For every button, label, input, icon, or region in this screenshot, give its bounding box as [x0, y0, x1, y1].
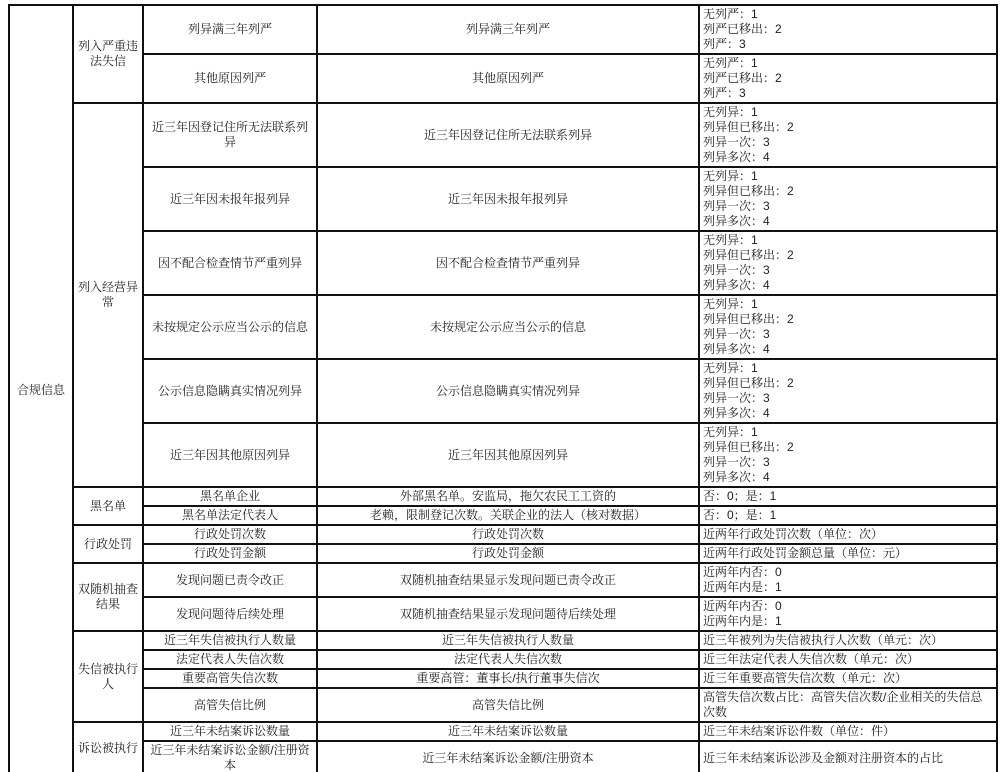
value-line: 列严已移出：2	[703, 22, 782, 36]
value-line: 近三年未结案诉讼件数（单位：件）	[703, 724, 896, 738]
item-cell: 因不配合检查情节严重列异	[143, 231, 317, 295]
category-cell: 列入经营异常	[73, 103, 143, 487]
table-row	[9, 669, 997, 688]
value-line: 列异一次：3	[703, 327, 770, 341]
values-cell	[699, 231, 997, 295]
value-line: 列异一次：3	[703, 455, 770, 469]
value-line: 近两年内否：0	[703, 599, 782, 613]
values-cell	[699, 5, 997, 54]
description-cell: 因不配合检查情节严重列异	[317, 231, 699, 295]
table-row	[9, 650, 997, 669]
description-cell: 近三年因其他原因列异	[317, 423, 699, 487]
value-line: 列异一次：3	[703, 135, 770, 149]
value-line: 无列严：1	[703, 56, 758, 70]
description-cell: 近三年未结案诉讼数量	[317, 722, 699, 741]
values-cell	[699, 506, 997, 525]
table-row	[9, 487, 997, 506]
value-line: 列异多次：4	[703, 470, 770, 484]
value-line: 列异但已移出：2	[703, 248, 794, 262]
item-cell: 未按规定公示应当公示的信息	[143, 295, 317, 359]
value-line: 列异一次：3	[703, 263, 770, 277]
value-line: 近三年被列为失信被执行人次数（单元：次）	[703, 633, 944, 647]
group-cell: 合规信息	[9, 5, 73, 772]
category-cell: 诉讼被执行	[73, 722, 143, 772]
description-cell: 法定代表人失信次数	[317, 650, 699, 669]
description-cell: 行政处罚次数	[317, 525, 699, 544]
description-cell: 外部黑名单。安监局，拖欠农民工工资的	[317, 487, 699, 506]
value-line: 近两年内是：1	[703, 614, 782, 628]
table-row	[9, 359, 997, 423]
table-row	[9, 295, 997, 359]
description-cell: 近三年因未报年报列异	[317, 167, 699, 231]
value-line: 列异多次：4	[703, 278, 770, 292]
table-row	[9, 167, 997, 231]
item-cell: 行政处罚金额	[143, 544, 317, 563]
values-cell	[699, 54, 997, 103]
item-cell: 近三年因未报年报列异	[143, 167, 317, 231]
category-cell: 双随机抽查结果	[73, 563, 143, 631]
values-cell	[699, 487, 997, 506]
values-cell	[699, 669, 997, 688]
values-cell	[699, 631, 997, 650]
values-cell	[699, 423, 997, 487]
item-cell: 法定代表人失信次数	[143, 650, 317, 669]
value-line: 无列异：1	[703, 169, 758, 183]
category-cell: 黑名单	[73, 487, 143, 525]
item-cell: 黑名单企业	[143, 487, 317, 506]
table-row	[9, 103, 997, 167]
item-cell: 列异满三年列严	[143, 5, 317, 54]
item-cell: 近三年因其他原因列异	[143, 423, 317, 487]
category-cell: 失信被执行人	[73, 631, 143, 722]
description-cell: 未按规定公示应当公示的信息	[317, 295, 699, 359]
item-cell: 近三年未结案诉讼数量	[143, 722, 317, 741]
values-cell	[699, 295, 997, 359]
value-line: 列严：3	[703, 37, 746, 51]
value-line: 近三年重要高管失信次数（单元：次）	[703, 671, 908, 685]
description-cell: 公示信息隐瞒真实情况列异	[317, 359, 699, 423]
table-row	[9, 563, 997, 597]
values-cell	[699, 597, 997, 631]
value-line: 无列异：1	[703, 105, 758, 119]
item-cell: 黑名单法定代表人	[143, 506, 317, 525]
value-line: 高管失信次数占比：高管失信次数/企业相关的失信总次数	[703, 690, 983, 719]
value-line: 列异但已移出：2	[703, 312, 794, 326]
description-cell: 近三年未结案诉讼金额/注册资本	[317, 741, 699, 772]
values-cell	[699, 741, 997, 772]
value-line: 否：0；是：1	[703, 489, 777, 503]
description-cell: 列异满三年列严	[317, 5, 699, 54]
value-line: 列异多次：4	[703, 342, 770, 356]
table-row	[9, 231, 997, 295]
category-cell: 列入严重违法失信	[73, 5, 143, 103]
values-cell	[699, 722, 997, 741]
table-row	[9, 597, 997, 631]
description-cell: 其他原因列严	[317, 54, 699, 103]
table-row	[9, 544, 997, 563]
values-cell	[699, 525, 997, 544]
value-line: 列异多次：4	[703, 150, 770, 164]
table-row	[9, 741, 997, 772]
value-line: 列异但已移出：2	[703, 120, 794, 134]
item-cell: 高管失信比例	[143, 688, 317, 722]
item-cell: 发现问题待后续处理	[143, 597, 317, 631]
value-line: 列严已移出：2	[703, 71, 782, 85]
table-row	[9, 525, 997, 544]
item-cell: 近三年未结案诉讼金额/注册资本	[143, 741, 317, 772]
item-cell: 重要高管失信次数	[143, 669, 317, 688]
table-row	[9, 506, 997, 525]
value-line: 近两年行政处罚次数（单位：次）	[703, 527, 884, 541]
values-cell	[699, 167, 997, 231]
item-cell: 近三年失信被执行人数量	[143, 631, 317, 650]
compliance-info-table	[8, 4, 998, 772]
value-line: 无列异：1	[703, 297, 758, 311]
values-cell	[699, 544, 997, 563]
description-cell: 近三年因登记住所无法联系列异	[317, 103, 699, 167]
value-line: 近三年未结案诉讼涉及金额对注册资本的占比	[703, 750, 944, 765]
value-line: 近两年内否：0	[703, 565, 782, 579]
value-line: 近两年内是：1	[703, 580, 782, 594]
item-cell: 发现问题已责令改正	[143, 563, 317, 597]
item-cell: 公示信息隐瞒真实情况列异	[143, 359, 317, 423]
table-row	[9, 423, 997, 487]
value-line: 列异多次：4	[703, 406, 770, 420]
value-line: 列异多次：4	[703, 214, 770, 228]
table-row	[9, 722, 997, 741]
description-cell: 老赖，限制登记次数。关联企业的法人（核对数据）	[317, 506, 699, 525]
value-line: 列异但已移出：2	[703, 376, 794, 390]
table-row	[9, 54, 997, 103]
values-cell	[699, 103, 997, 167]
value-line: 无列严：1	[703, 7, 758, 21]
item-cell: 行政处罚次数	[143, 525, 317, 544]
table-row	[9, 688, 997, 722]
value-line: 列异一次：3	[703, 199, 770, 213]
value-line: 列异一次：3	[703, 391, 770, 405]
value-line: 列异但已移出：2	[703, 184, 794, 198]
table-row	[9, 5, 997, 54]
description-cell: 双随机抽查结果显示发现问题已责令改正	[317, 563, 699, 597]
values-cell	[699, 563, 997, 597]
description-cell: 高管失信比例	[317, 688, 699, 722]
value-line: 列异但已移出：2	[703, 440, 794, 454]
value-line: 近三年法定代表人失信次数（单元：次）	[703, 652, 920, 666]
values-cell	[699, 650, 997, 669]
values-cell	[699, 688, 997, 722]
value-line: 列严：3	[703, 86, 746, 100]
description-cell: 近三年失信被执行人数量	[317, 631, 699, 650]
item-cell: 其他原因列严	[143, 54, 317, 103]
item-cell: 近三年因登记住所无法联系列异	[143, 103, 317, 167]
value-line: 无列异：1	[703, 425, 758, 439]
description-cell: 重要高管：董事长/执行董事失信次	[317, 669, 699, 688]
value-line: 无列异：1	[703, 361, 758, 375]
value-line: 否：0；是：1	[703, 508, 777, 522]
table-row	[9, 631, 997, 650]
description-cell: 行政处罚金额	[317, 544, 699, 563]
values-cell	[699, 359, 997, 423]
table-body	[9, 5, 997, 772]
value-line: 近两年行政处罚金额总量（单位：元）	[703, 546, 908, 560]
category-cell: 行政处罚	[73, 525, 143, 563]
description-cell: 双随机抽查结果显示发现问题待后续处理	[317, 597, 699, 631]
value-line: 无列异：1	[703, 233, 758, 247]
